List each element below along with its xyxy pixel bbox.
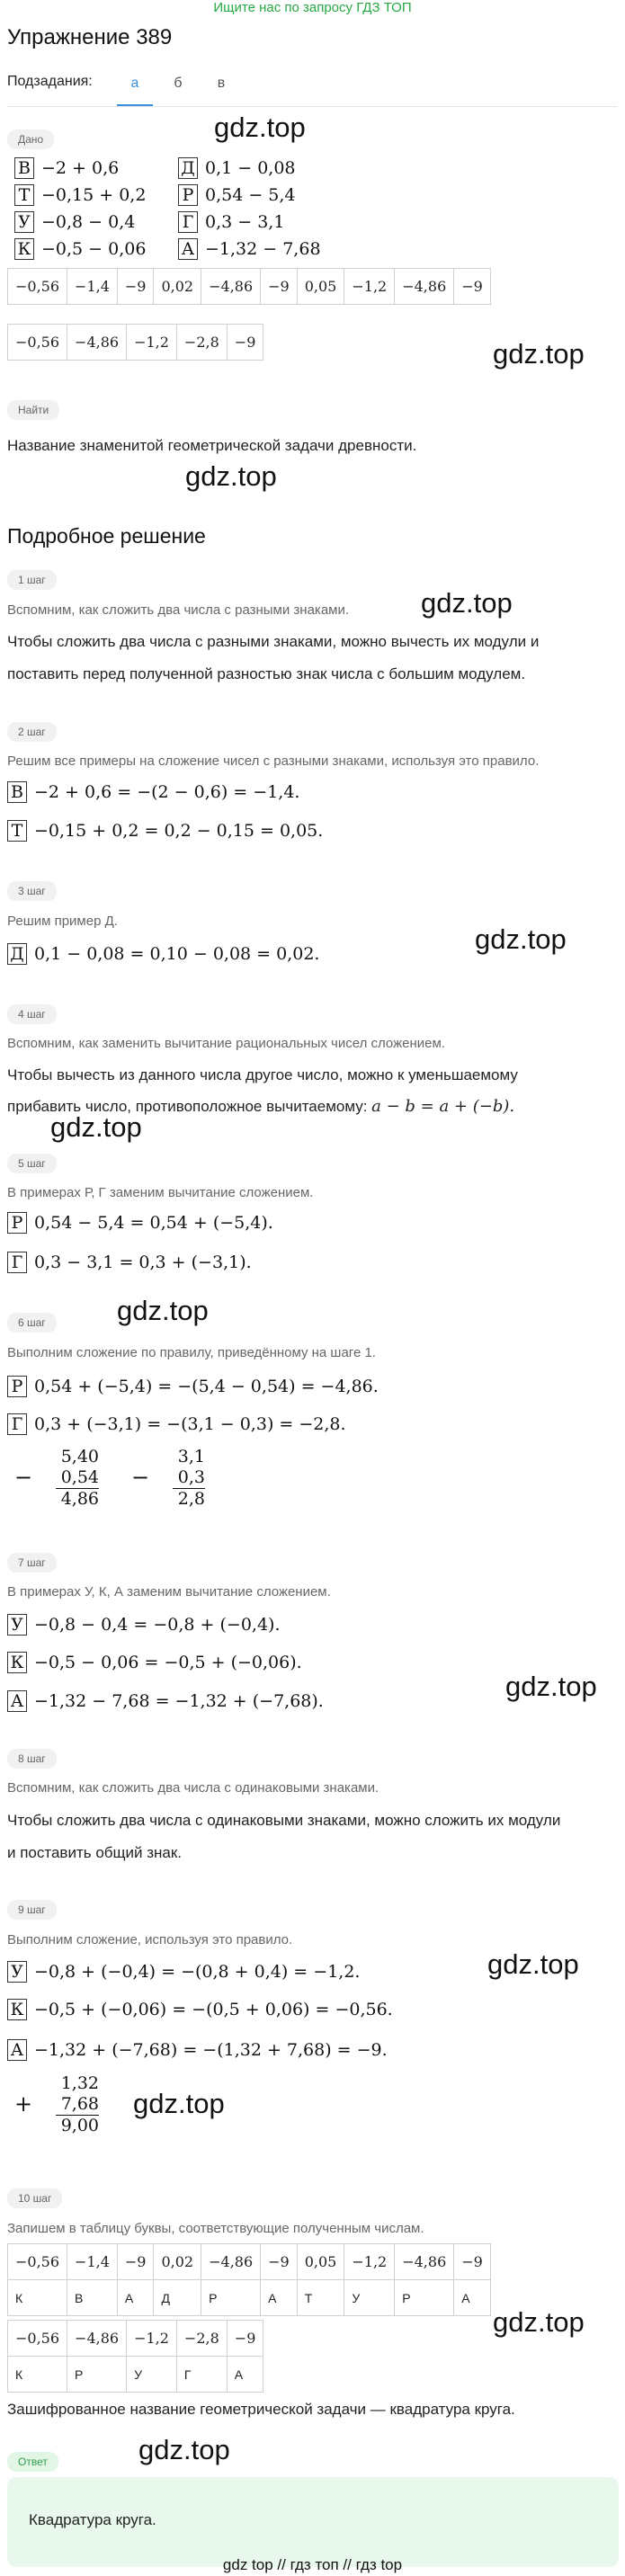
answer-table-2 — [7, 2320, 263, 2393]
math-expression: −0,15 + 0,2 = 0,2 − 0,15 = 0,05. — [34, 821, 324, 841]
table-cell: А — [261, 2280, 298, 2316]
watermark: gdz.top — [133, 2088, 225, 2119]
math-line — [7, 779, 299, 806]
table-cell: −9 — [454, 269, 491, 305]
watermark: gdz.top — [487, 1948, 579, 1980]
watermark: gdz.top — [138, 2434, 230, 2465]
answer-table-1 — [7, 2243, 491, 2316]
rule-text: Чтобы вычесть из данного числа другое число, можно к уменьшаемому — [7, 1066, 518, 1083]
math-line — [7, 2037, 388, 2063]
table-cell: А — [117, 2280, 154, 2316]
letter-box: У — [7, 1614, 27, 1636]
table-cell: −1,2 — [344, 2244, 395, 2280]
letter-box: Д — [7, 943, 27, 965]
math-line — [7, 1373, 379, 1400]
step-label: 5 шаг — [7, 1154, 57, 1173]
conclusion-text: Зашифрованное название геометрической задачи — квадратура круга. — [7, 2401, 515, 2418]
table-cell: Р — [201, 2280, 261, 2316]
column-subtraction — [14, 1447, 113, 1511]
table-cell: 0,05 — [297, 269, 344, 305]
given-row — [14, 156, 296, 181]
table-cell: −4,86 — [67, 2321, 127, 2357]
math-line — [7, 1958, 360, 1985]
step-note: Решим все примеры на сложение чисел с разными знаками, используя это правило. — [7, 753, 540, 769]
table-cell: −4,86 — [201, 269, 261, 305]
top-banner[interactable]: Ищите нас по запросу ГДЗ ТОП — [213, 0, 412, 15]
table-cell: −9 — [117, 2244, 154, 2280]
table-cell: −4,86 — [201, 2244, 261, 2280]
solution-title: Подробное решение — [7, 524, 206, 548]
math-expression: −2 + 0,6 = −(2 − 0,6) = −1,4. — [34, 782, 300, 802]
math-line — [7, 1688, 324, 1715]
step-note: В примерах Р, Г заменим вычитание сложением. — [7, 1185, 314, 1200]
math-expression: −1,32 + (−7,68) = −(1,32 + 7,68) = −9. — [34, 2040, 388, 2060]
letter-box: А — [178, 238, 198, 260]
letter-box: К — [7, 1652, 27, 1673]
letter-box: У — [7, 1961, 27, 1983]
watermark: gdz.top — [475, 923, 567, 955]
column-subtraction — [131, 1447, 230, 1511]
letter-box: А — [7, 2039, 27, 2061]
letter-box: У — [14, 211, 34, 233]
letter-box: Р — [178, 184, 198, 206]
letter-box: Г — [7, 1413, 27, 1435]
table-cell: Г — [176, 2357, 227, 2393]
table-cell: −0,56 — [8, 325, 67, 361]
table-cell: −0,56 — [8, 269, 67, 305]
letter-box: В — [7, 781, 27, 803]
letter-box: Г — [7, 1252, 27, 1273]
step-label: 6 шаг — [7, 1313, 57, 1333]
operation-sign: − — [14, 1465, 33, 1490]
addend: 7,68 — [60, 2094, 99, 2114]
watermark: gdz.top — [117, 1295, 209, 1326]
letter-box: Г — [178, 211, 198, 233]
math-expression: 0,3 + (−3,1) = −(3,1 − 0,3) = −2,8. — [34, 1414, 346, 1434]
answer-box — [7, 2477, 619, 2567]
letter-box: В — [14, 157, 34, 179]
watermark: gdz.top — [50, 1111, 142, 1143]
sum: 9,00 — [56, 2115, 99, 2136]
table-cell: −1,4 — [67, 2244, 118, 2280]
given-expression: −0,15 + 0,2 — [41, 185, 147, 205]
table-cell: К — [8, 2357, 67, 2393]
table-cell: −1,2 — [127, 325, 177, 361]
step-note: Выполним сложение, используя это правило. — [7, 1932, 293, 1948]
table-cell: Д — [154, 2280, 201, 2316]
math-line — [7, 1209, 273, 1236]
table-cell: −9 — [117, 269, 154, 305]
table-cell: Р — [395, 2280, 454, 2316]
math-line — [7, 1649, 302, 1676]
given-row — [14, 209, 284, 235]
math-line — [7, 1611, 281, 1638]
column-addition — [14, 2073, 113, 2138]
given-expression: 0,1 − 0,08 — [205, 158, 296, 178]
math-expression: −1,32 − 7,68 = −1,32 + (−7,68). — [34, 1691, 324, 1711]
given-numbers-table-2 — [7, 324, 263, 361]
table-cell: −0,56 — [8, 2321, 67, 2357]
watermark: gdz.top — [214, 111, 306, 143]
step-note: Вспомним, как сложить два числа с разными знаками. — [7, 602, 350, 618]
math-line — [7, 1249, 252, 1276]
table-cell: Р — [67, 2357, 127, 2393]
letter-box: К — [7, 1999, 27, 2020]
watermark: gdz.top — [505, 1671, 597, 1702]
rule-text: Чтобы сложить два числа с одинаковыми знаками, можно сложить их модули — [7, 1812, 561, 1829]
given-row — [14, 183, 296, 208]
given-expression: −2 + 0,6 — [41, 158, 120, 178]
table-cell: −2,8 — [176, 2321, 227, 2357]
math-expression: 0,1 − 0,08 = 0,10 − 0,08 = 0,02. — [34, 944, 320, 964]
step-label: 8 шаг — [7, 1749, 57, 1769]
math-expression: −0,8 − 0,4 = −0,8 + (−0,4). — [34, 1615, 281, 1635]
letter-box: Т — [7, 820, 27, 842]
table-cell: −0,56 — [8, 2244, 67, 2280]
subtrahend: 0,54 — [60, 1467, 99, 1487]
table-cell: 0,02 — [154, 2244, 201, 2280]
table-cell: −4,86 — [67, 325, 127, 361]
step-note: Выполним сложение по правилу, приведённому на шаге 1. — [7, 1345, 376, 1360]
minuend: 5,40 — [60, 1447, 99, 1466]
subtasks-label: Подзадания: — [7, 74, 93, 89]
table-cell: А — [454, 2280, 491, 2316]
letter-box: Р — [7, 1212, 27, 1234]
given-label: Дано — [7, 129, 54, 149]
table-cell: 0,05 — [297, 2244, 344, 2280]
step-label: 10 шаг — [7, 2188, 62, 2208]
subtask-tab-a[interactable]: а — [117, 76, 153, 107]
subtasks-divider — [7, 106, 617, 107]
step-label: 9 шаг — [7, 1900, 57, 1920]
given-expression: −0,5 − 0,06 — [41, 239, 147, 259]
given-numbers-table-1 — [7, 268, 491, 305]
math-expression: −0,5 − 0,06 = −0,5 + (−0,06). — [34, 1653, 302, 1672]
watermark: gdz.top — [185, 460, 277, 492]
table-cell: А — [227, 2357, 263, 2393]
difference: 2,8 — [173, 1488, 205, 1510]
table-cell: Т — [297, 2280, 344, 2316]
table-cell: У — [344, 2280, 395, 2316]
math-line — [7, 817, 323, 844]
math-line — [7, 940, 319, 967]
watermark: gdz.top — [493, 2306, 585, 2338]
rule-text: поставить перед полученной разностью знак числа с большим модулем. — [7, 665, 526, 682]
footer-links[interactable]: gdz top // гдз топ // гдз top — [222, 2556, 403, 2573]
rule-text: Чтобы сложить два числа с разными знаками, можно вычесть их модули и — [7, 633, 540, 650]
math-expression: −0,8 + (−0,4) = −(0,8 + 0,4) = −1,2. — [34, 1962, 361, 1982]
step-note: В примерах У, К, А заменим вычитание сложением. — [7, 1584, 331, 1600]
table-cell: −9 — [227, 325, 263, 361]
rule-text: и поставить общий знак. — [7, 1844, 183, 1861]
given-expression: −0,8 − 0,4 — [41, 212, 136, 232]
given-row — [14, 236, 321, 262]
answer-label: Ответ — [7, 2452, 58, 2472]
addend: 1,32 — [60, 2073, 99, 2093]
math-expression: −0,5 + (−0,06) = −(0,5 + 0,06) = −0,56. — [34, 2000, 393, 2019]
subtrahend: 0,3 — [177, 1467, 205, 1487]
step-label: 1 шаг — [7, 570, 57, 590]
math-expression: 0,54 + (−5,4) = −(5,4 − 0,54) = −4,86. — [34, 1377, 379, 1396]
step-note: Вспомним, как сложить два числа с одинаковыми знаками. — [7, 1780, 379, 1796]
table-cell: −9 — [227, 2321, 263, 2357]
step-label: 7 шаг — [7, 1553, 57, 1573]
step-note: Решим пример Д. — [7, 914, 118, 929]
letter-box: К — [14, 238, 34, 260]
step-label: 4 шаг — [7, 1004, 57, 1024]
subtask-tab-v[interactable]: в — [217, 76, 226, 91]
answer-text: Квадратура круга. — [29, 2511, 156, 2528]
minuend: 3,1 — [177, 1447, 205, 1466]
table-cell: −1,2 — [127, 2321, 177, 2357]
table-cell: К — [8, 2280, 67, 2316]
find-label: Найти — [7, 400, 59, 420]
math-line — [7, 1411, 346, 1438]
find-text: Название знаменитой геометрической задачи древности. — [7, 437, 417, 454]
watermark: gdz.top — [421, 587, 513, 619]
table-cell: −1,2 — [344, 269, 395, 305]
table-cell: 0,02 — [154, 269, 201, 305]
given-expression: 0,3 − 3,1 — [205, 212, 285, 232]
math-expression: 0,3 − 3,1 = 0,3 + (−3,1). — [34, 1252, 252, 1272]
step-label: 3 шаг — [7, 881, 57, 901]
table-cell: У — [127, 2357, 177, 2393]
table-cell: В — [67, 2280, 118, 2316]
operation-sign: + — [14, 2091, 33, 2117]
table-cell: −4,86 — [395, 269, 454, 305]
math-line — [7, 1996, 393, 2023]
given-expression: 0,54 − 5,4 — [205, 185, 296, 205]
table-cell: −9 — [454, 2244, 491, 2280]
table-cell: −9 — [261, 269, 298, 305]
step-note: Вспомним, как заменить вычитание рациональных чисел сложением. — [7, 1036, 445, 1051]
table-cell: −2,8 — [176, 325, 227, 361]
subtask-tab-b[interactable]: б — [174, 76, 183, 91]
difference: 4,86 — [56, 1488, 99, 1510]
given-expression: −1,32 − 7,68 — [205, 239, 321, 259]
letter-box: А — [7, 1690, 27, 1712]
rule-text: прибавить число, противоположное вычитаемому: — [7, 1098, 372, 1115]
operation-sign: − — [131, 1465, 150, 1490]
math-expression: 0,54 − 5,4 = 0,54 + (−5,4). — [34, 1213, 273, 1233]
letter-box: Д — [178, 157, 198, 179]
formula: a − b = a + (−b). — [371, 1097, 515, 1116]
step-note: Запишем в таблицу буквы, соответствующие полученным числам. — [7, 2221, 424, 2236]
step-label: 2 шаг — [7, 722, 57, 742]
letter-box: Р — [7, 1376, 27, 1397]
table-cell: −1,4 — [67, 269, 118, 305]
table-cell: −9 — [261, 2244, 298, 2280]
page-title: Упражнение 389 — [7, 25, 173, 49]
table-cell: −4,86 — [395, 2244, 454, 2280]
letter-box: Т — [14, 184, 34, 206]
watermark: gdz.top — [493, 338, 585, 370]
